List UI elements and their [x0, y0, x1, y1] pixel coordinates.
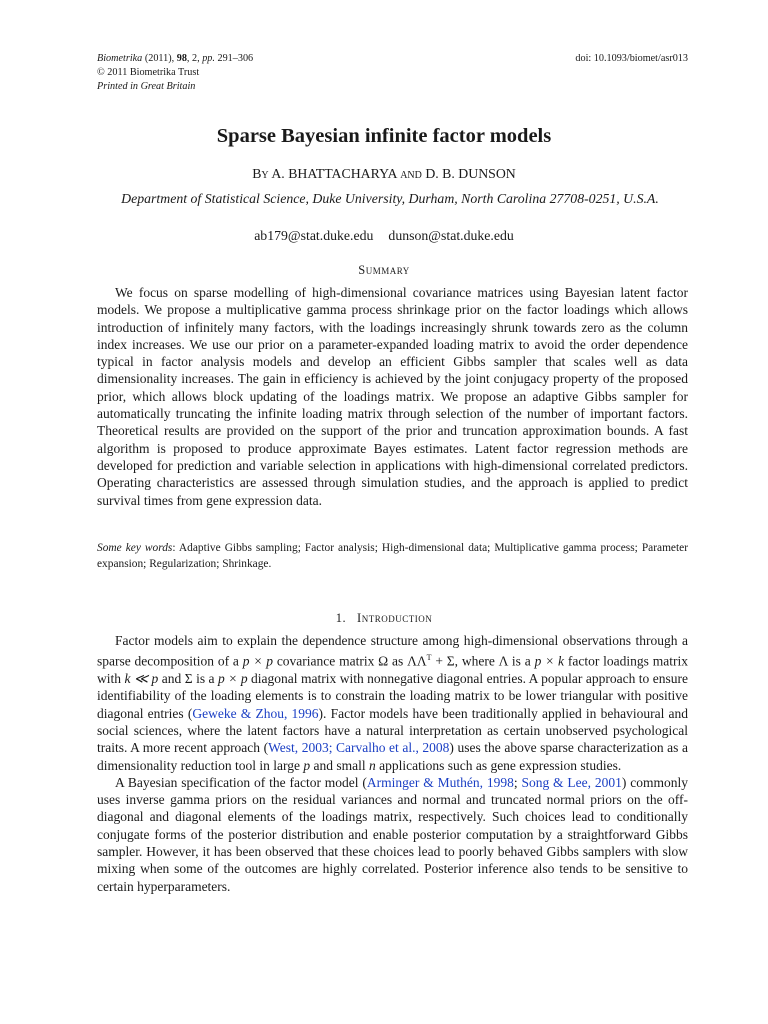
citation-link[interactable]: Carvalho et al., 2008 [336, 740, 450, 756]
text-span: factor loadings matrix with [97, 653, 688, 687]
text-span: applications such as gene expression studies. [375, 757, 622, 773]
printed-line: Printed in Great Britain [97, 81, 196, 92]
doi: doi: 10.1093/biomet/asr013 [575, 53, 688, 64]
section-number: 1. [335, 611, 347, 625]
paper-title: Sparse Bayesian infinite factor models [216, 125, 552, 147]
math-span: p × p [218, 671, 248, 687]
math-span: n [368, 757, 376, 773]
journal-issue: , 2, [186, 53, 203, 64]
math-span: p × k [534, 653, 565, 669]
author-line [0, 166, 768, 182]
journal-volume: 98 [176, 53, 187, 64]
citation-link[interactable]: Arminger & Muthén, 1998 [366, 774, 514, 790]
introduction-body [97, 632, 688, 895]
author-and: and [400, 166, 422, 181]
email-2: dunson@stat.duke.edu [388, 228, 514, 243]
intro-paragraph-2 [97, 774, 688, 895]
journal-year: (2011), [144, 53, 175, 64]
author-2: D. B. DUNSON [425, 166, 516, 181]
keywords-label: Some key words [97, 542, 173, 554]
text-span: + Σ, where Λ is a [431, 653, 535, 669]
text-span: and Σ is a [158, 671, 219, 687]
journal-pages: 291–306 [214, 53, 254, 64]
author-1: A. BHATTACHARYA [271, 166, 397, 181]
section-title: Introduction [357, 611, 433, 625]
math-span: k ≪ p [124, 671, 159, 687]
copyright-line: © 2011 Biometrika Trust [97, 67, 200, 78]
email-line [0, 228, 768, 244]
email-1: ab179@stat.duke.edu [254, 228, 374, 243]
citation-link[interactable]: West, 2003 [268, 740, 329, 756]
text-span: ). Factor models have been traditionally applied in behavioural and social sciences, where the latent factors have a natural interpretation as certain unobserved psychological traits. A more recent approach ( [97, 705, 688, 756]
section-heading [0, 611, 768, 626]
summary-text: We focus on sparse modelling of high-dimensional covariance matrices using Bayesian latent factor models. We propose a multiplicative gamma process shrinkage prior on the factor loadings which allows introduction of infinitely many factors, with the loadings increasingly shrunk towards zero as the column index increases. We use our prior on a parameter-expanded loading matrix to avoid the order dependence typical in factor analysis models and develop an efficient Gibbs sampler that scales well as data dimensionality increases. The gain in efficiency is achieved by the joint conjugacy property of the proposed prior, which allows block updating of the loadings matrix. We propose an adaptive Gibbs sampler for automatically truncating the infinite loading matrix through selection of the number of important factors. Theoretical results are provided on the support of the prior and truncation approximation bounds. A fast algorithm is proposed to produce approximate Bayes estimates. Latent factor regression methods are developed for prediction and variable selection in applications with high-dimensional correlated predictors. Operating characteristics are assessed through simulation studies, and the approach is applied to predict survival times from gene expression data. [97, 285, 688, 508]
keywords-text: : Adaptive Gibbs sampling; Factor analysis; High-dimensional data; Multiplicative gamma process; Parameter expansion; Regularization; Shrinkage. [97, 542, 689, 570]
journal-header [97, 52, 253, 94]
citation-line [97, 52, 253, 66]
citation-link[interactable]: Geweke & Zhou, 1996 [192, 705, 319, 721]
text-span: ) commonly uses inverse gamma priors on the residual variances and normal and truncated normal priors on the off-diagonal and diagonal elements of the loadings matrix, respectively. Such choices lead to conditionally conjugate forms of the posterior distribution and enable posterior computation by a straightforward Gibbs sampler. However, it has been observed that these choices lead to poorly behaved Gibbs samplers with slow mixing when some of the outcomes are highly correlated. Posterior inference also tends to be sensitive to certain hyperparameters. [97, 774, 688, 894]
math-superscript: T [426, 653, 432, 663]
text-span: ) uses the above sparse characterization as a dimensionality reduction tool in large [97, 740, 688, 773]
text-span: ; [513, 774, 522, 790]
text-span: Factor models aim to explain the dependence structure among high-dimensional observations through a sparse decomposition of a [97, 633, 688, 669]
text-span: covariance matrix Ω as ΛΛ [273, 653, 427, 669]
text-span: A Bayesian specification of the factor model ( [115, 774, 367, 790]
journal-name: Biometrika [97, 53, 143, 64]
math-span: p [303, 757, 311, 773]
text-span: ; [328, 740, 337, 756]
citation-link[interactable]: Song & Lee, 2001 [521, 774, 622, 790]
intro-paragraph-1 [97, 632, 688, 774]
affiliation: Department of Statistical Science, Duke University, Durham, North Carolina 27708-0251, U.S.A. [121, 191, 659, 206]
text-span: diagonal matrix with nonnegative diagonal entries. A popular approach to ensure identifiability of the loading elements is to constrain the loading matrix to be lower triangular with positive diagonal entries ( [97, 671, 688, 721]
journal-pp: pp. [202, 53, 215, 64]
keywords [97, 541, 688, 572]
text-span: and small [310, 757, 369, 773]
math-span: p × p [242, 653, 273, 669]
author-by: By [252, 166, 269, 181]
summary-heading: Summary [358, 263, 410, 277]
